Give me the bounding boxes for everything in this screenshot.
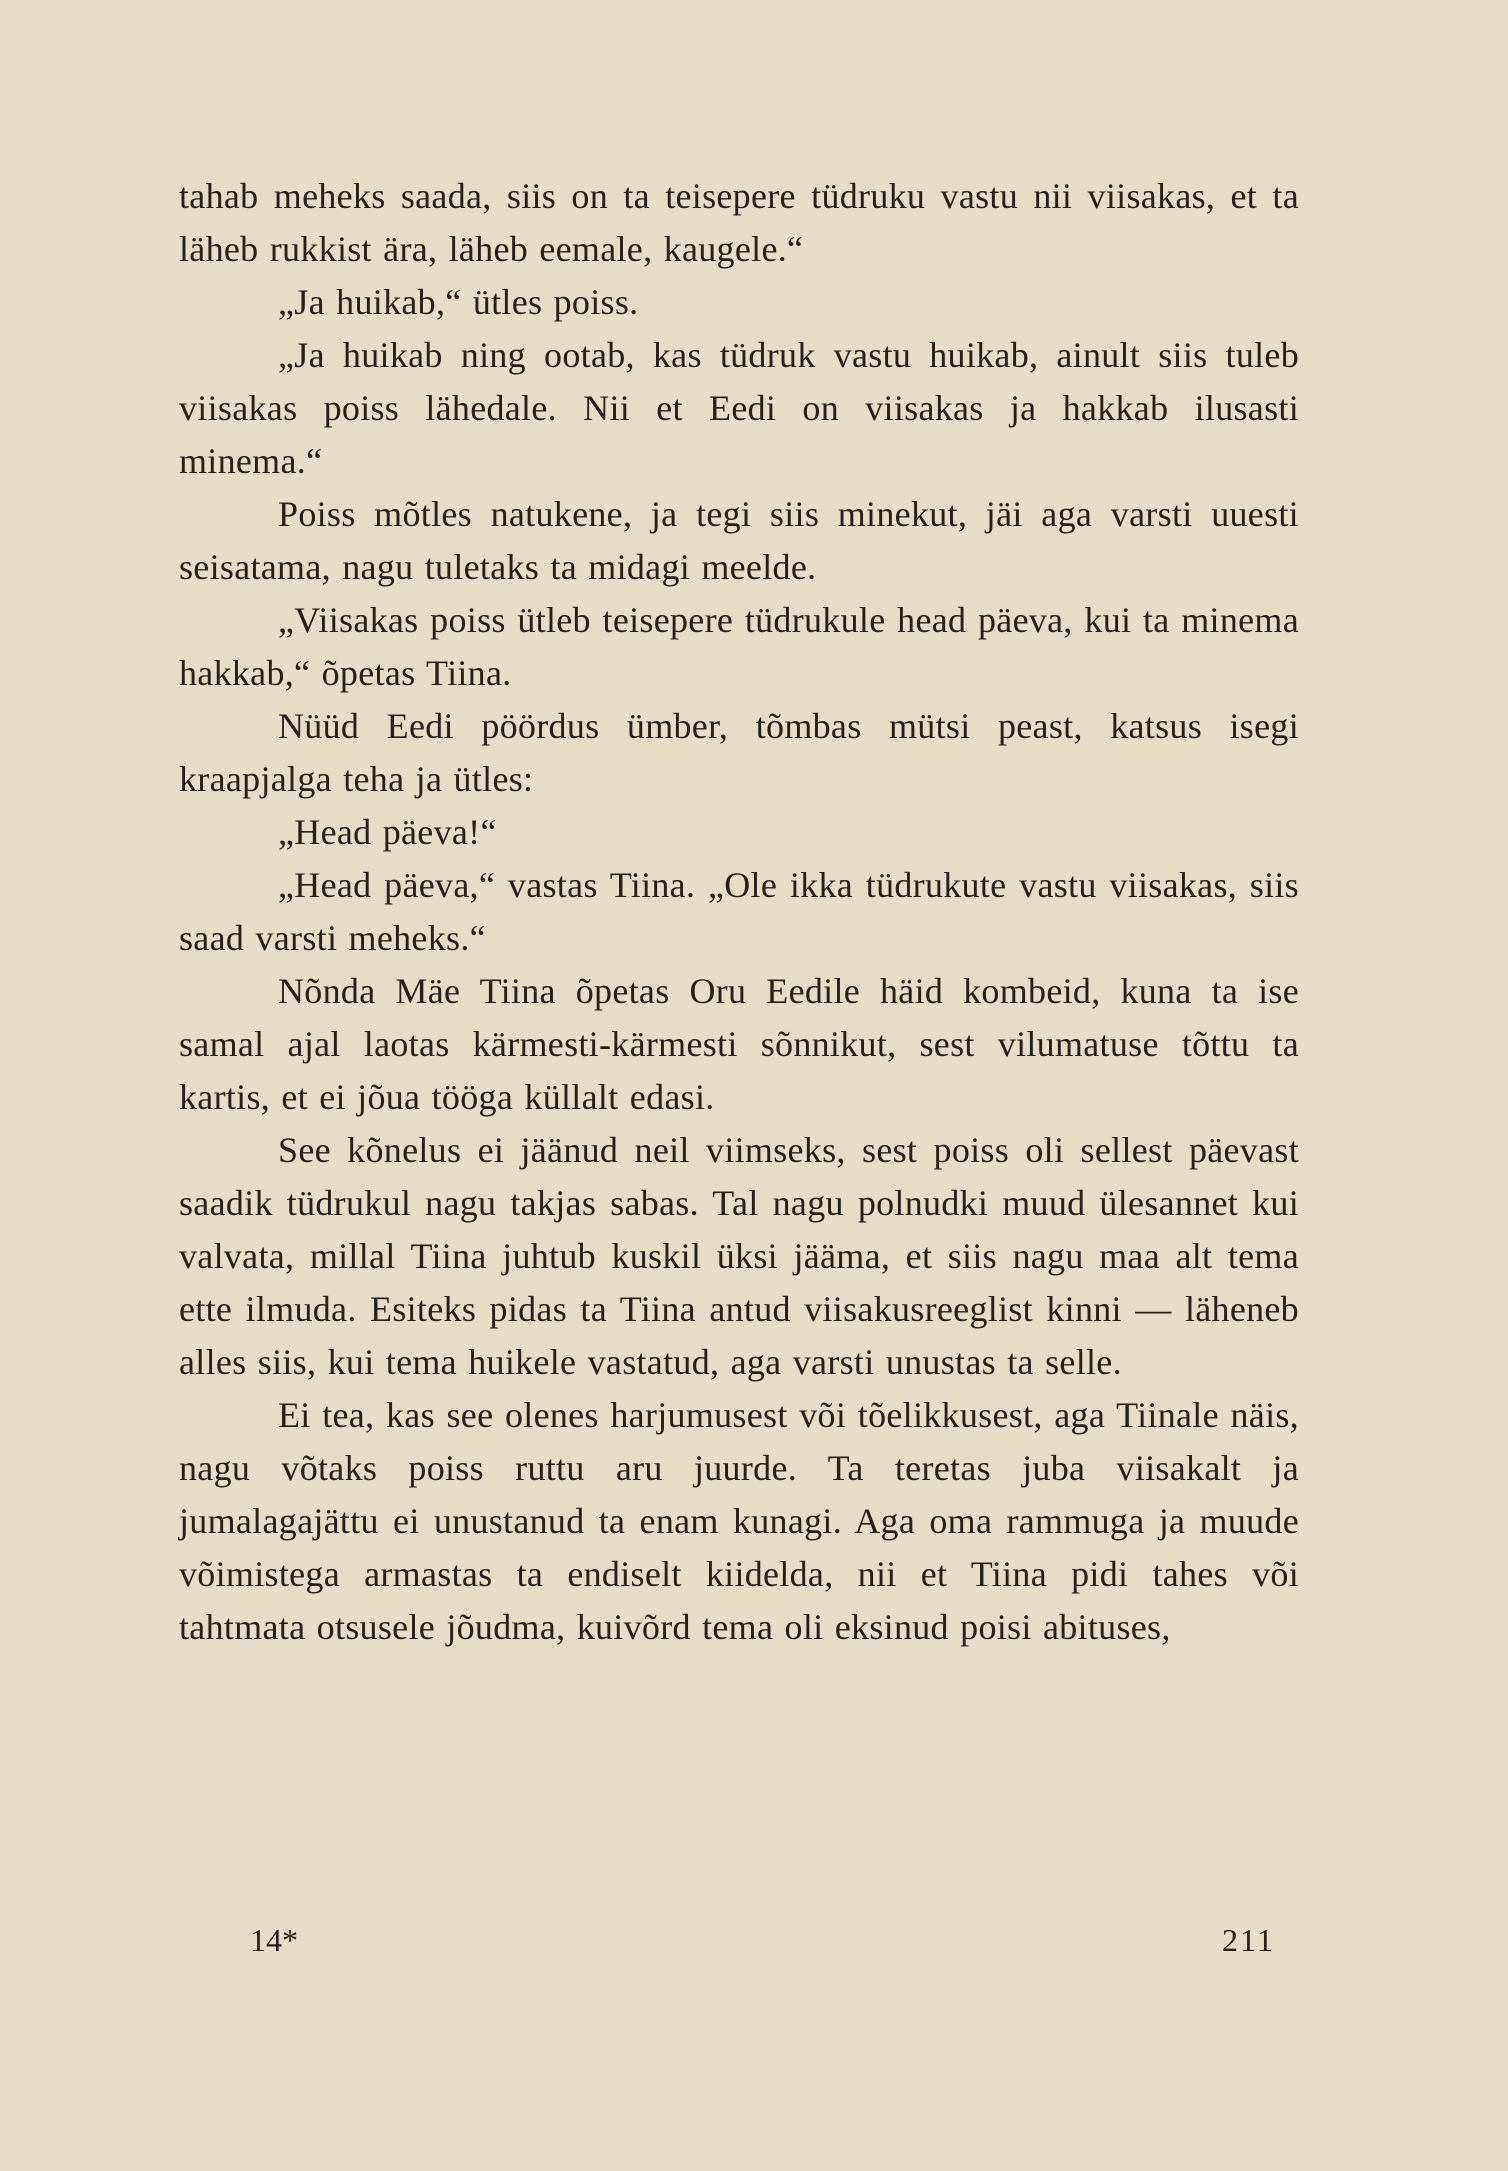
page-body <box>179 170 1299 1654</box>
page-footer <box>0 1922 1508 1962</box>
paragraph: „Ja huikab ning ootab, kas tüdruk vastu huikab, ainult siis tuleb viisakas poiss lähedale. Nii et Eedi on viisakas ja hakkab ilusasti minema.“ <box>179 335 1299 481</box>
printer-signature-mark: 14* <box>250 1922 298 1958</box>
paragraph: Ei tea, kas see olenes harjumusest või tõelikkusest, aga Tiinale näis, nagu võtaks poiss ruttu aru juurde. Ta teretas juba viisakalt ja jumalagajättu ei unustanud ta enam kunagi. Aga oma rammuga ja muude võimistega armastas ta endiselt kiidelda, nii et Tiina pidi tahes või tahtmata otsusele jõudma, kuivõrd tema oli eksinud poisi abituses, <box>179 1395 1299 1647</box>
paragraph: „Ja huikab,“ ütles poiss. <box>278 282 639 322</box>
paragraph: „Head päeva,“ vastas Tiina. „Ole ikka tüdrukute vastu viisakas, siis saad varsti meheks.“ <box>179 865 1299 958</box>
paragraph: „Head päeva!“ <box>278 812 497 852</box>
paragraph: Nüüd Eedi pöördus ümber, tõmbas mütsi peast, katsus isegi kraapjalga teha ja ütles: <box>179 706 1299 799</box>
paragraph: See kõnelus ei jäänud neil viimseks, sest poiss oli sellest päevast saadik tüdrukul nagu takjas sabas. Tal nagu polnudki muud ülesannet kui valvata, millal Tiina juhtub kuskil üksi jääma, et siis nagu maa alt tema ette ilmuda. Esiteks pidas ta Tiina antud viisakusreeglist kinni — läheneb alles siis, kui tema huikele vastatud, aga varsti unustas ta selle. <box>179 1130 1299 1382</box>
page-number: 211 <box>1222 1922 1275 1958</box>
paragraph: tahab meheks saada, siis on ta teisepere tüdruku vastu nii viisakas, et ta läheb rukkist ära, läheb eemale, kaugele.“ <box>179 176 1299 269</box>
paragraph: Nõnda Mäe Tiina õpetas Oru Eedile häid kombeid, kuna ta ise samal ajal laotas kärmesti-kärmesti sõnnikut, sest vilumatuse tõttu ta kartis, et ei jõua tööga küllalt edasi. <box>179 971 1299 1117</box>
paragraph: Poiss mõtles natukene, ja tegi siis minekut, jäi aga varsti uuesti seisatama, nagu tuletaks ta midagi meelde. <box>179 494 1299 587</box>
paragraph: „Viisakas poiss ütleb teisepere tüdrukule head päeva, kui ta minema hakkab,“ õpetas Tiina. <box>179 600 1299 693</box>
